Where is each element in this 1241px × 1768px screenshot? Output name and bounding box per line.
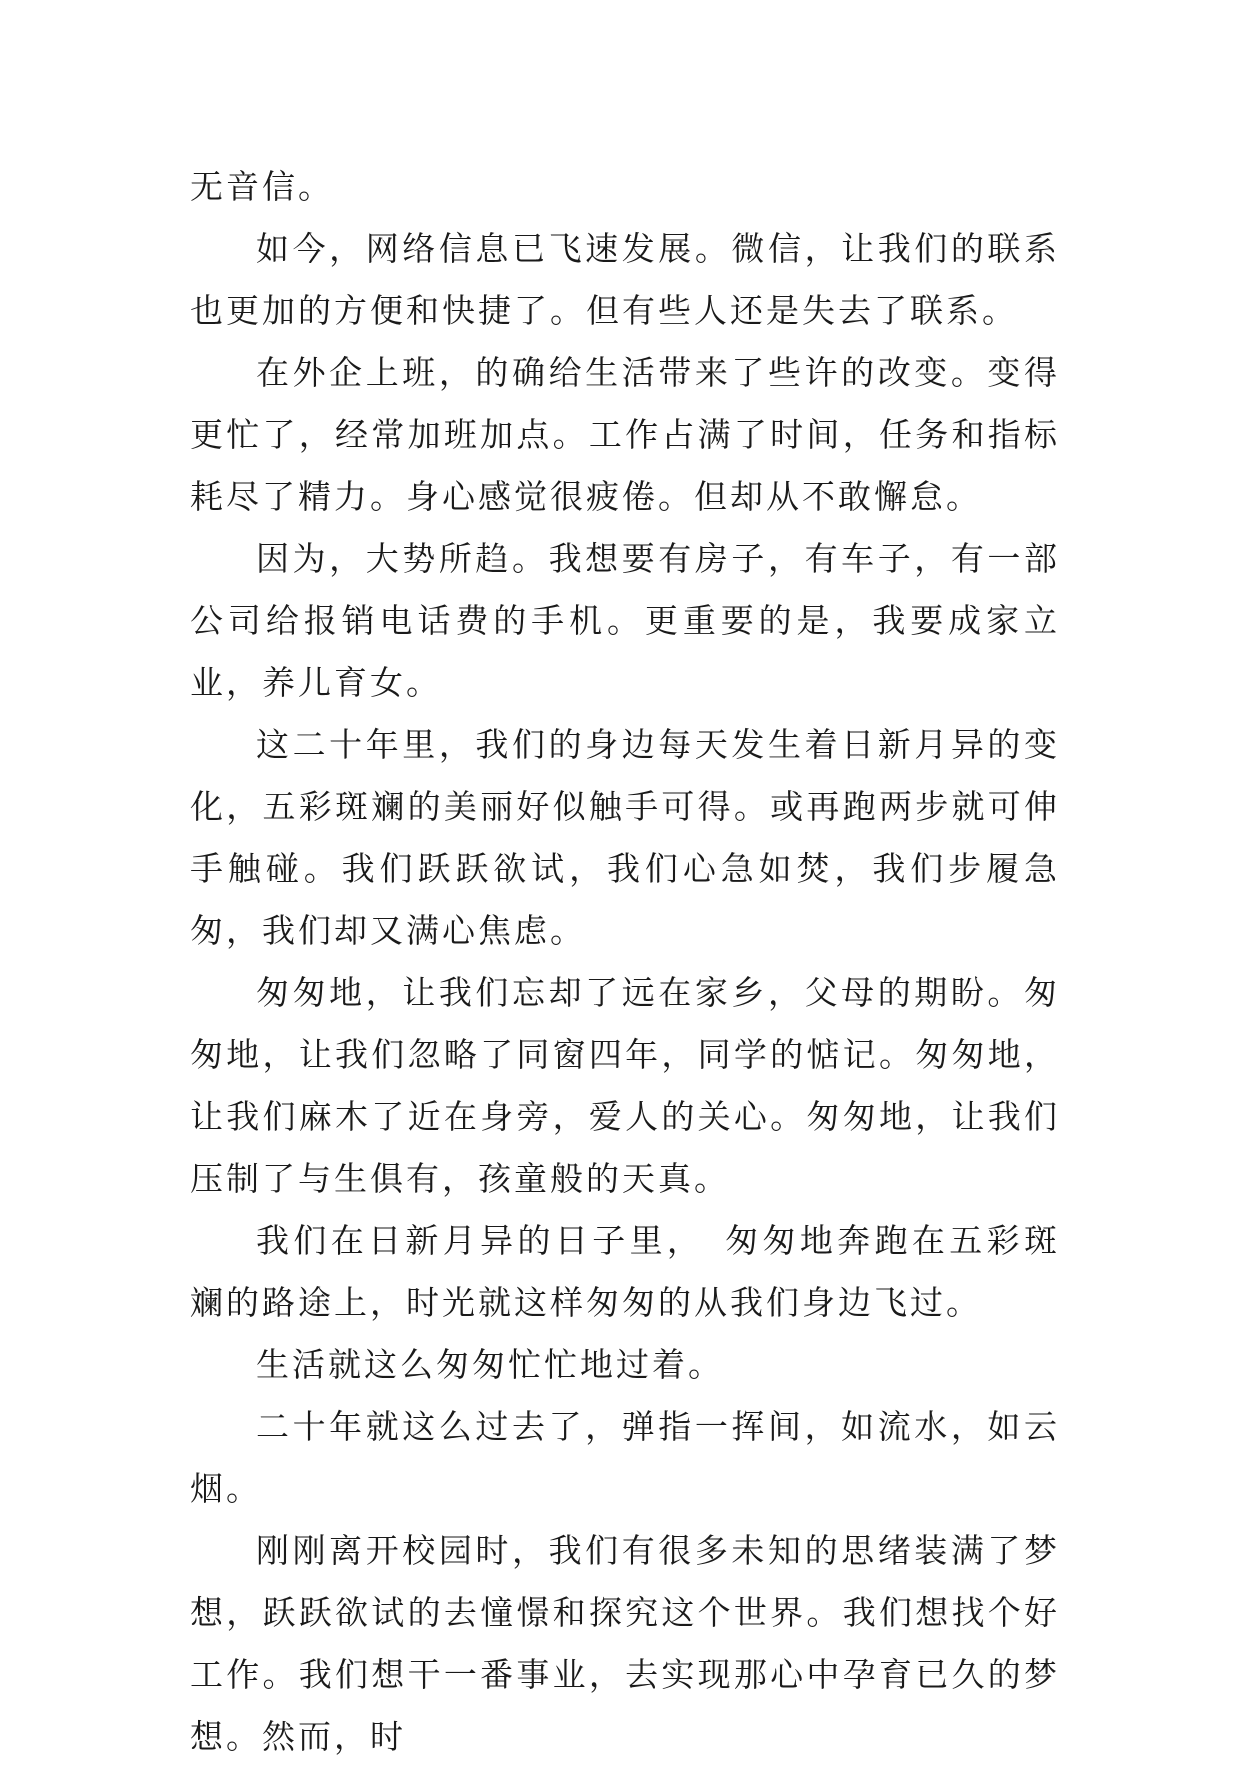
paragraph: 如今，网络信息已飞速发展。微信，让我们的联系也更加的方便和快捷了。但有些人还是失去了联系。 <box>190 229 1060 330</box>
paragraph: 二十年就这么过去了，弹指一挥间，如流水，如云烟。 <box>190 1407 1060 1508</box>
paragraph: 我们在日新月异的日子里， 匆匆地奔跑在五彩斑斓的路途上，时光就这样匆匆的从我们身边飞过。 <box>190 1221 1060 1322</box>
paragraph: 生活就这么匆匆忙忙地过着。 <box>256 1345 724 1384</box>
paragraph: 刚刚离开校园时，我们有很多未知的思绪装满了梦想，跃跃欲试的去憧憬和探究这个世界。我们想找个好工作。我们想干一番事业，去实现那心中孕育已久的梦想。然而，时 <box>190 1531 1060 1756</box>
paragraph: 匆匆地，让我们忘却了远在家乡，父母的期盼。匆匆地，让我们忽略了同窗四年，同学的惦记。匆匆地，让我们麻木了近在身旁，爱人的关心。匆匆地，让我们压制了与生俱有，孩童般的天真。 <box>190 973 1060 1198</box>
paragraph-continuation: 无音信。 <box>190 167 334 206</box>
paragraph: 在外企上班，的确给生活带来了些许的改变。变得更忙了，经常加班加点。工作占满了时间，任务和指标耗尽了精力。身心感觉很疲倦。但却从不敢懈怠。 <box>190 353 1060 516</box>
paragraph: 这二十年里，我们的身边每天发生着日新月异的变化，五彩斑斓的美丽好似触手可得。或再跑两步就可伸手触碰。我们跃跃欲试，我们心急如焚，我们步履急匆，我们却又满心焦虑。 <box>190 725 1060 950</box>
paragraph: 因为，大势所趋。我想要有房子，有车子，有一部公司给报销电话费的手机。更重要的是，我要成家立业，养儿育女。 <box>190 539 1060 702</box>
body-text <box>190 156 1060 1768</box>
